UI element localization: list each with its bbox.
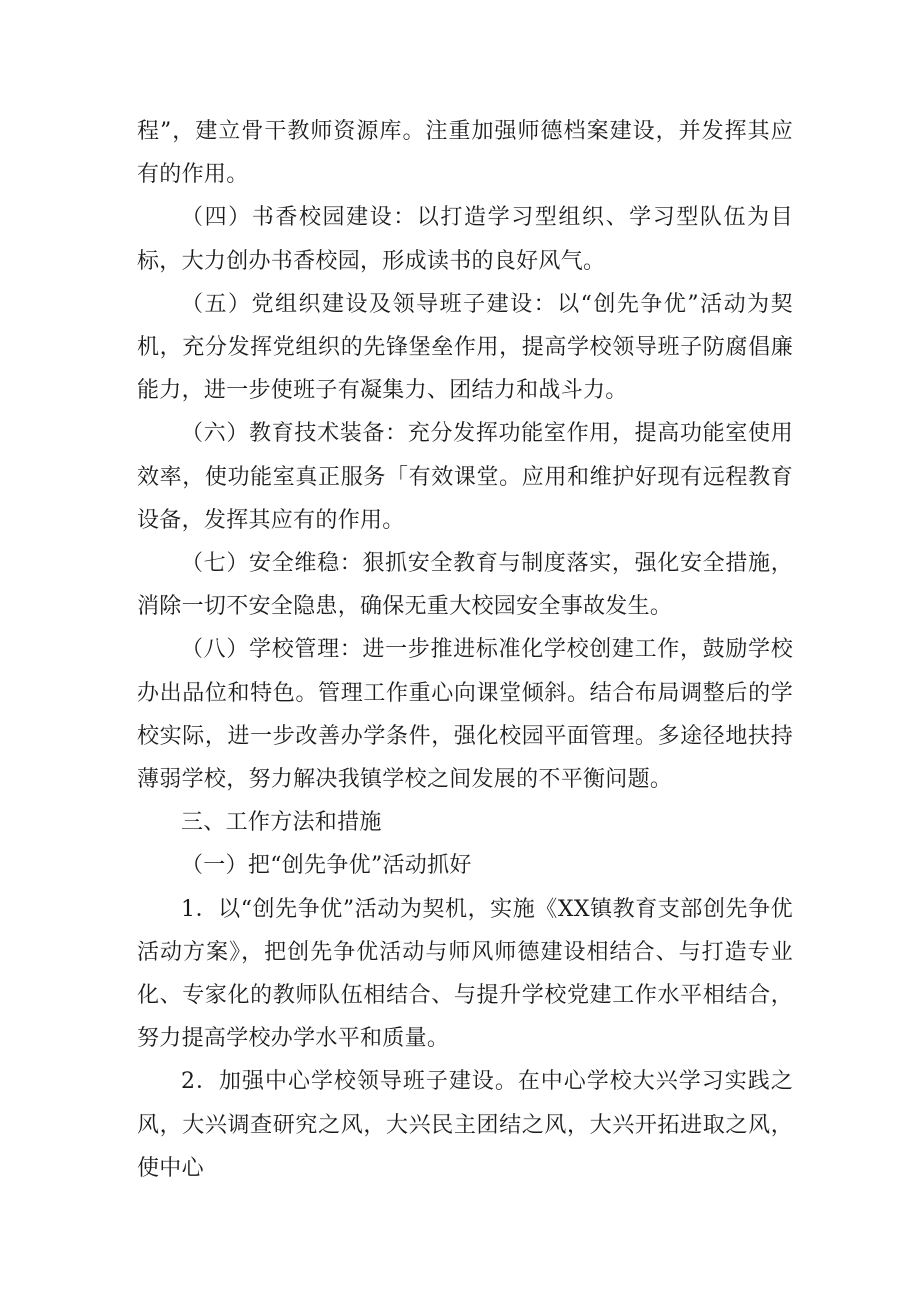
paragraph-scholarly-campus: （四）书香校园建设：以打造学习型组织、学习型队伍为目标，大力创办书香校园，形成读书的良好风气。 — [137, 205, 793, 274]
paragraph-education-technology: （六）教育技术装备：充分发挥功能室作用，提高功能室使用效率，使功能室真正服务「有效课堂。应用和维护好现有远程教育设备，发挥其应有的作用。 — [137, 421, 793, 533]
paragraph-school-management: （八）学校管理：进一步推进标准化学校创建工作，鼓励学校办出品位和特色。管理工作重心向课堂倾斜。结合布局调整后的学校实际，进一步改善办学条件，强化校园平面管理。多途径地扶持薄弱学校，努力解决我镇学校之间发展的不平衡问题。 — [137, 637, 793, 793]
paragraph-party-organization: （五）党组织建设及领导班子建设：以“创先争优”活动为契机，充分发挥党组织的先锋堡垒作用，提高学校领导班子防腐倡廉能力，进一步使班子有凝集力、团结力和战斗力。 — [137, 291, 793, 404]
list-item-2: 2．加强中心学校领导班子建设。在中心学校大兴学习实践之风，大兴调查研究之风，大兴民主团结之风，大兴开拓进取之风，使中心 — [137, 1069, 793, 1181]
paragraph-teacher-resource: 程”，建立骨干教师资源库。注重加强师德档案建设，并发挥其应有的作用。 — [137, 119, 793, 188]
subsection-heading-activity: （一）把“创先争优”活动抓好 — [181, 853, 472, 879]
section-heading-methods: 三、工作方法和措施 — [181, 810, 382, 836]
list-item-1: 1．以“创先争优”活动为契机，实施《XX镇教育支部创先争优活动方案》，把创先争优活动与师风师德建设相结合、与打造专业化、专家化的教师队伍相结合、与提升学校党建工作水平相结合，努力提高学校办学水平和质量。 — [137, 896, 793, 1052]
document-page — [137, 110, 793, 1190]
paragraph-safety-stability: （七）安全维稳：狠抓安全教育与制度落实，强化安全措施，消除一切不安全隐患，确保无重大校园安全事故发生。 — [137, 551, 793, 620]
